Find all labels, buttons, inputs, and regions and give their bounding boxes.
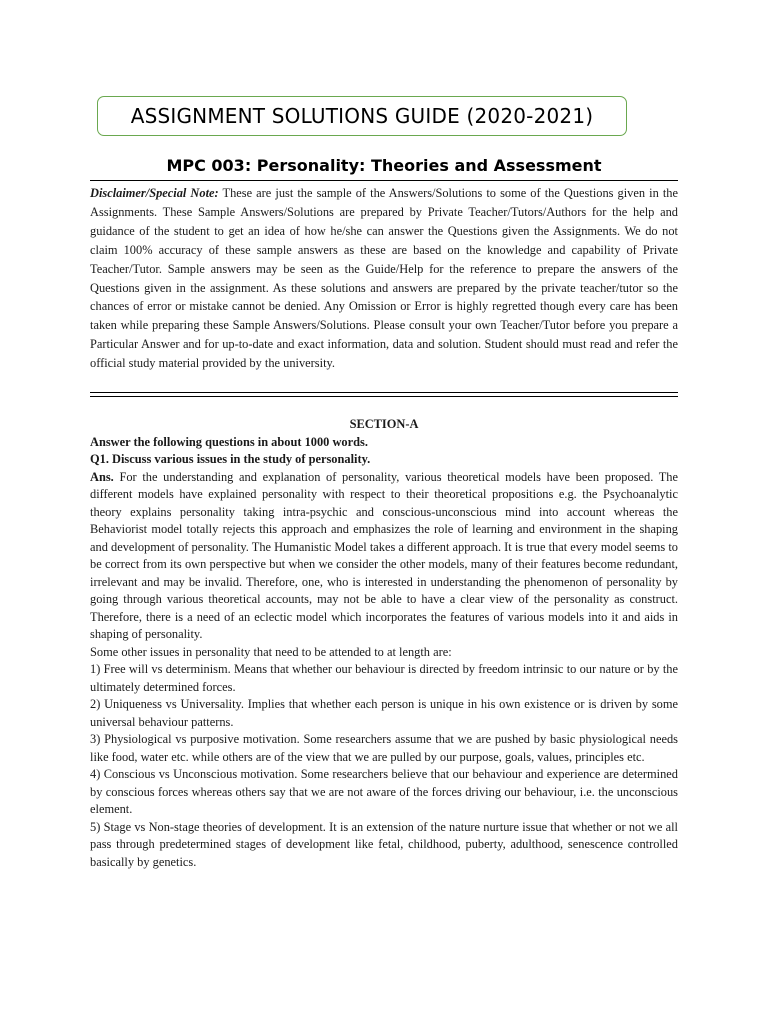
answer-paragraph xyxy=(90,469,678,644)
section-content xyxy=(90,416,678,871)
question-1: Q1. Discuss various issues in the study of personality. xyxy=(90,452,371,466)
issue-item-5: 5) Stage vs Non-stage theories of development. It is an extension of the nature nurture issue that whether or not we all pass through predetermined stages of development like fetal, childhood, puberty, adulthood, senescence controlled basically by genetics. xyxy=(90,819,678,869)
page-title: ASSIGNMENT SOLUTIONS GUIDE (2020-2021) xyxy=(130,104,594,128)
issue-item-3: 3) Physiological vs purposive motivation. Some researchers assume that we are pushed by basic physiological needs like food, water etc. while others are of the view that we are pulled by our purpose, goals, values, principles etc. xyxy=(90,732,678,764)
divider-double xyxy=(90,392,678,397)
issue-item-2: 2) Uniqueness vs Universality. Implies that whether each person is unique in his own existence or is driven by some universal behaviour patterns. xyxy=(90,697,678,729)
disclaimer-label: Disclaimer/Special Note: xyxy=(90,186,219,200)
disclaimer-paragraph xyxy=(90,184,678,373)
answer-text: For the understanding and explanation of personality, various theoretical models have been proposed. The different models have explained personality with respect to their theoretical propositions e.g. the Psychoanalytic theory explains personality taking intra-psychic and conscious-unconscious mind into account whereas the Behaviorist model totally rejects this approach and emphasizes the role of learning and environment in the shaping and development of personality. The Humanistic Model takes a different approach. It is true that every model seems to be correct from its own perspective but when we consider the other models, many of their features become redundant, irrelevant and may be invalid. Therefore, one, who is interested in understanding the phenomenon of personality by going through various theoretical accounts, may not be able to have a clear view of the personality as construct. Therefore, there is a need of an eclectic model which incorporates the features of various models into it and aids in shaping of personality. xyxy=(90,469,679,641)
divider-top xyxy=(90,180,678,181)
section-instruction: Answer the following questions in about 1000 words. xyxy=(90,434,368,449)
answer-label: Ans. xyxy=(90,469,114,484)
course-subtitle: MPC 003: Personality: Theories and Assessment xyxy=(166,156,602,175)
title-box xyxy=(97,96,627,136)
section-heading: SECTION-A xyxy=(349,417,419,431)
issue-item-4: 4) Conscious vs Unconscious motivation. Some researchers believe that our behaviour and experience are determined by conscious forces whereas others say that we are not aware of the forces driving our behaviour, i.e. the unconscious element. xyxy=(90,767,678,816)
issues-intro: Some other issues in personality that need to be attended to at length are: xyxy=(90,644,452,659)
issue-item-1: 1) Free will vs determinism. Means that whether our behaviour is directed by freedom intrinsic to our nature or by the ultimately determined forces. xyxy=(90,662,678,694)
disclaimer-text: These are just the sample of the Answers/Solutions to some of the Questions given in the Assignments. These Sample Answers/Solutions are prepared by Private Teacher/Tutors/Authors for the help and guidance of the student to get an idea of how he/she can answer the Questions given the Assignments. We do not claim 100% accuracy of these sample answers as these are based on the knowledge and capability of Private Teacher/Tutor. Sample answers may be seen as the Guide/Help for the reference to prepare the answers of the Questions given in the assignment. As these solutions and answers are prepared by the private teacher/tutor so the chances of error or mistake cannot be denied. Any Omission or Error is highly regretted though every care has been taken while preparing these Sample Answers/Solutions. Please consult your own Teacher/Tutor before you prepare a Particular Answer and for up-to-date and exact information, data and solution. Student should must read and refer the official study material provided by the university. xyxy=(90,186,678,371)
